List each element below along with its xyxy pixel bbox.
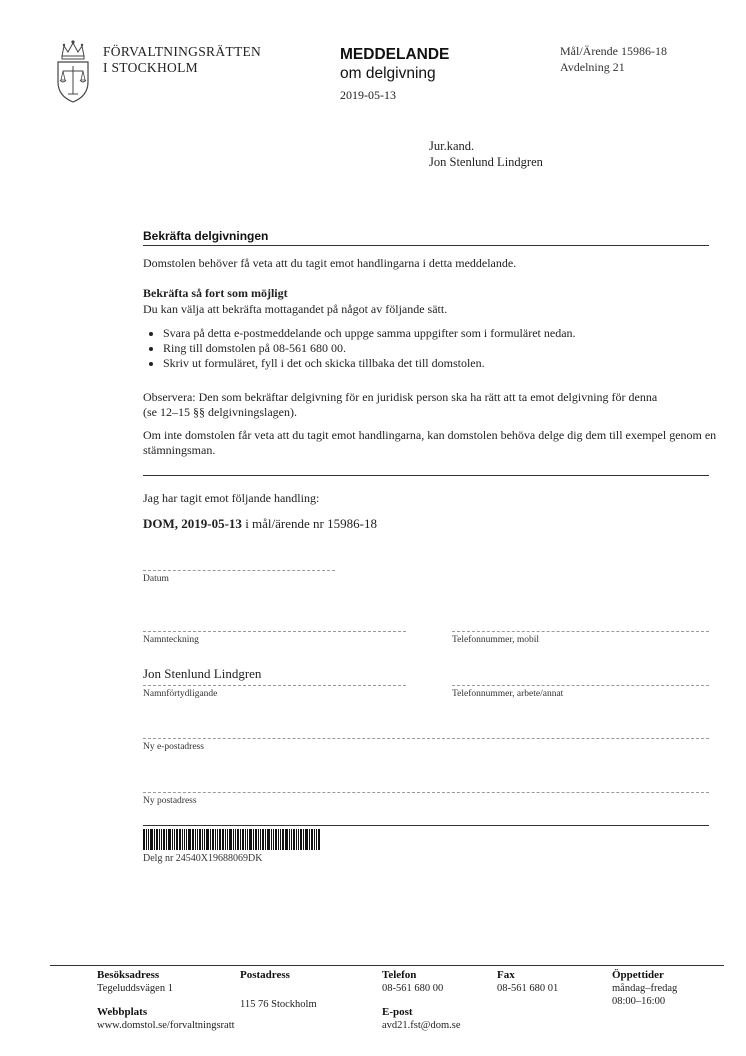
barcode-bar xyxy=(275,829,277,850)
barcode-bar xyxy=(262,829,264,850)
barcode-bar xyxy=(197,829,198,850)
barcode-bar xyxy=(166,829,167,850)
postal-address-field[interactable] xyxy=(143,792,709,793)
name-clarification-value: Jon Stenlund Lindgren xyxy=(143,666,262,681)
barcode-bar xyxy=(161,829,162,850)
footer-phone xyxy=(382,969,443,995)
barcode-bar xyxy=(146,829,147,850)
received-text: Jag har tagit emot följande handling: xyxy=(143,491,320,505)
footer-visit-label: Besöksadress xyxy=(97,969,160,981)
section-divider xyxy=(143,245,709,246)
delivery-number: Delg nr 24540X19688069DK xyxy=(143,853,263,864)
barcode-bar xyxy=(296,829,297,850)
list-item: • Svara på detta e-postmeddelande och uppge samma uppgifter som i formuläret nedan. xyxy=(163,326,709,341)
barcode-image xyxy=(143,829,323,850)
section-heading: Bekräfta delgivningen xyxy=(143,229,269,243)
barcode-bar xyxy=(206,829,209,850)
barcode-bar xyxy=(159,829,160,850)
received-document-title: DOM, 2019-05-13 xyxy=(143,516,242,531)
barcode-bar xyxy=(154,829,155,850)
footer-post-label: Postadress xyxy=(240,969,290,981)
barcode-bar xyxy=(298,829,299,850)
barcode-bar xyxy=(188,829,191,850)
court-name xyxy=(103,44,261,76)
footer-post-value: 115 76 Stockholm xyxy=(240,999,317,1010)
footer-post-address xyxy=(240,969,290,982)
barcode-bar xyxy=(300,829,302,850)
confirm-subheading: Bekräfta så fort som möjligt xyxy=(143,286,288,300)
phone-other-field[interactable] xyxy=(452,685,709,686)
barcode-bar xyxy=(229,829,232,850)
case-number: Mål/Ärende 15986-18 xyxy=(560,44,667,58)
phone-mobile-field[interactable] xyxy=(452,631,709,632)
confirm-subtext: Du kan välja att bekräfta mottagandet på något av följande sätt. xyxy=(143,302,448,316)
barcode-bar xyxy=(174,829,175,850)
footer-web-link[interactable]: www.domstol.se/forvaltningsratt xyxy=(97,1020,235,1031)
phone-mobile-label: Telefonnummer, mobil xyxy=(452,635,540,645)
barcode-bar xyxy=(204,829,205,850)
barcode-bar xyxy=(311,829,313,850)
barcode-bar xyxy=(285,829,288,850)
service-note: Om inte domstolen får veta att du tagit emot handlingarna, kan domstolen behöva delge dig dem till exempel genom en stämningsman. xyxy=(143,428,717,457)
barcode-bar xyxy=(278,829,279,850)
barcode-bar xyxy=(240,829,241,850)
barcode-bar xyxy=(242,829,244,850)
footer-fax-label: Fax xyxy=(497,969,515,981)
section-divider xyxy=(143,475,709,476)
barcode-bar xyxy=(293,829,295,850)
footer-fax-value: 08-561 680 01 xyxy=(497,983,559,994)
postal-address-label: Ny postadress xyxy=(143,796,197,806)
footer-email-link[interactable]: avd21.fst@dom.se xyxy=(382,1020,461,1031)
barcode-bar xyxy=(255,829,257,850)
barcode-bar xyxy=(305,829,308,850)
barcode-bar xyxy=(219,829,221,850)
footer-fax xyxy=(497,969,558,995)
barcode-bar xyxy=(282,829,284,850)
barcode-bar xyxy=(258,829,259,850)
barcode-bar xyxy=(303,829,304,850)
section-divider xyxy=(143,825,709,826)
barcode-bar xyxy=(233,829,234,850)
confirm-options-list xyxy=(143,326,709,371)
barcode-bar xyxy=(267,829,270,850)
barcode-bar xyxy=(172,829,173,850)
barcode-bar xyxy=(265,829,266,850)
barcode-bar xyxy=(156,829,158,850)
footer-hours xyxy=(612,969,677,1008)
barcode-bar xyxy=(309,829,310,850)
court-name-line2: I STOCKHOLM xyxy=(103,60,198,75)
barcode-bar xyxy=(184,829,185,850)
barcode-bar xyxy=(212,829,214,850)
barcode-bar xyxy=(182,829,183,850)
barcode-bar xyxy=(316,829,317,850)
barcode-bar xyxy=(217,829,218,850)
barcode-bar xyxy=(260,829,261,850)
barcode-bar xyxy=(249,829,252,850)
barcode-bar xyxy=(143,829,145,850)
barcode-bar xyxy=(245,829,246,850)
document-date: 2019-05-13 xyxy=(340,88,396,102)
barcode-bar xyxy=(195,829,196,850)
division: Avdelning 21 xyxy=(560,60,625,74)
barcode-bar xyxy=(318,829,320,850)
received-document-case: i mål/ärende nr 15986-18 xyxy=(241,516,377,531)
barcode-bar xyxy=(199,829,201,850)
footer-visit-value: Tegeluddsvägen 1 xyxy=(97,983,173,994)
barcode-bar xyxy=(225,829,226,850)
footer-phone-label: Telefon xyxy=(382,969,417,981)
barcode-bar xyxy=(237,829,239,850)
barcode-bar xyxy=(291,829,292,850)
barcode-bar xyxy=(247,829,248,850)
email-field[interactable] xyxy=(143,738,709,739)
email-label: Ny e-postadress xyxy=(143,742,204,752)
court-name-line1: FÖRVALTNINGSRÄTTEN xyxy=(103,44,262,59)
signature-field[interactable] xyxy=(143,631,406,632)
name-clarification-field[interactable] xyxy=(143,685,406,686)
footer-web-label: Webbplats xyxy=(97,1006,148,1018)
court-emblem-icon xyxy=(52,38,94,104)
footer-email-label: E-post xyxy=(382,1006,413,1018)
barcode-bar xyxy=(227,829,228,850)
barcode-bar xyxy=(150,829,153,850)
barcode-bar xyxy=(222,829,224,850)
recipient-block xyxy=(429,138,543,170)
list-item: • Ring till domstolen på 08-561 680 00. xyxy=(163,341,709,356)
case-reference xyxy=(560,43,667,75)
footer-phone-value: 08-561 680 00 xyxy=(382,983,444,994)
list-item: • Skriv ut formuläret, fyll i det och skicka tillbaka det till domstolen. xyxy=(163,356,709,371)
footer-visit-address xyxy=(97,969,173,995)
legal-note: Observera: Den som bekräftar delgivning för en juridisk person ska ha rätt att ta emot delgivning för denna (se 12–15 §§ delgivningslagen). xyxy=(143,390,658,419)
barcode-bar xyxy=(168,829,171,850)
footer-email xyxy=(382,1006,461,1032)
footer-divider xyxy=(50,965,724,966)
confirm-intro: Domstolen behöver få veta att du tagit emot handlingarna i detta meddelande. xyxy=(143,256,517,270)
barcode-bar xyxy=(273,829,274,850)
barcode-bar xyxy=(289,829,290,850)
barcode-bar xyxy=(163,829,165,850)
footer-hours-time: 08:00–16:00 xyxy=(612,996,666,1007)
barcode-bar xyxy=(314,829,315,850)
barcode-bar xyxy=(179,829,181,850)
received-document xyxy=(143,516,709,531)
barcode-bar xyxy=(280,829,281,850)
barcode-bar xyxy=(176,829,178,850)
signature-label: Namnteckning xyxy=(143,635,199,645)
name-clarification-label: Namnförtydligande xyxy=(143,689,218,699)
barcode-bar xyxy=(235,829,236,850)
recipient-title: Jur.kand. xyxy=(429,139,475,153)
document-type: MEDDELANDE xyxy=(340,46,450,63)
footer-hours-days: måndag–fredag xyxy=(612,983,678,994)
date-field[interactable] xyxy=(143,570,335,571)
phone-other-label: Telefonnummer, arbete/annat xyxy=(452,689,564,699)
document-subtitle: om delgivning xyxy=(340,65,436,82)
barcode-bar xyxy=(215,829,216,850)
barcode-bar xyxy=(210,829,211,850)
date-label: Datum xyxy=(143,574,169,584)
barcode-bar xyxy=(253,829,254,850)
footer-hours-label: Öppettider xyxy=(612,969,664,981)
recipient-name: Jon Stenlund Lindgren xyxy=(429,155,543,169)
barcode-bar xyxy=(202,829,203,850)
barcode-bar xyxy=(271,829,272,850)
barcode-bar xyxy=(148,829,149,850)
barcode-bar xyxy=(186,829,187,850)
barcode-bar xyxy=(192,829,194,850)
footer-website xyxy=(97,1006,235,1032)
